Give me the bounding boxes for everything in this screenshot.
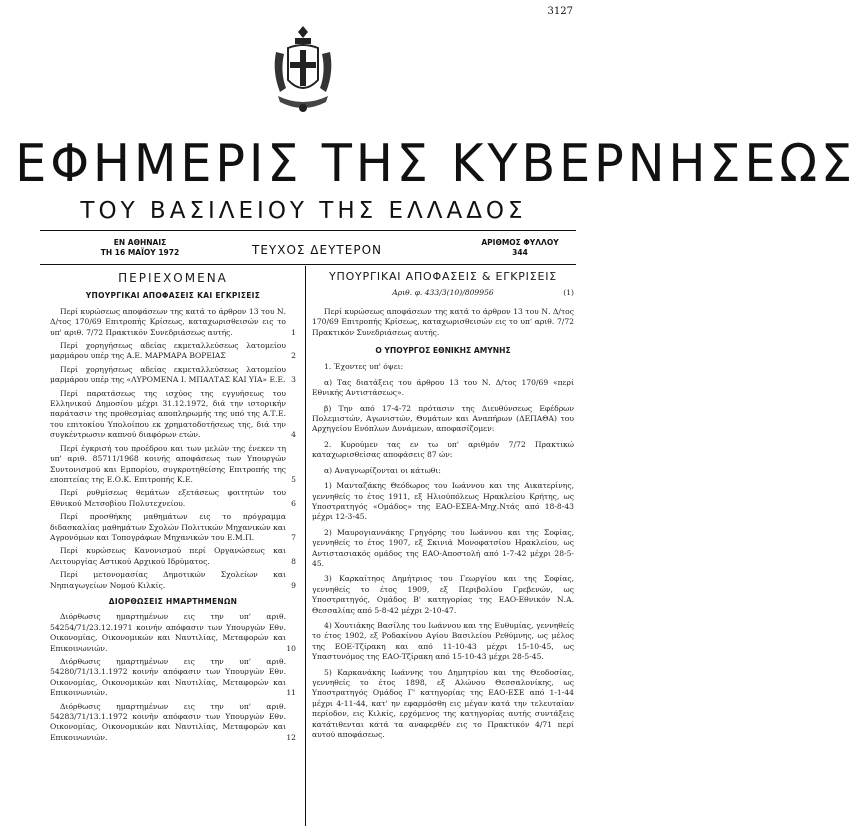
decision-paragraph: β) Την από 17-4-72 πρότασιν της Διευθύνσεως Εφέδρων Πολεμιστών, Αγωνιστών, Θυμάτων και Αναπήρων (ΔΕΠΑΘΑ) του Αρχηγείου Ενόπλων Δυνάμεων, αποφασίζομεν: [312, 403, 574, 434]
issue-date-block [70, 238, 210, 258]
issue-date: ΤΗ 16 ΜΑΪΟΥ 1972 [100, 248, 180, 257]
royal-coat-of-arms-icon [270, 22, 336, 118]
contents-section-decisions: ΥΠΟΥΡΓΙΚΑΙ ΑΠΟΦΑΣΕΙΣ ΚΑΙ ΕΓΚΡΙΣΕΙΣ [85, 291, 261, 301]
body-heading: ΥΠΟΥΡΓΙΚΑΙ ΑΠΟΦΑΣΕΙΣ & ΕΓΚΡΙΣΕΙΣ [328, 270, 558, 283]
sheet-label: ΑΡΙΘΜΟΣ ΦΥΛΛΟΥ [481, 238, 559, 247]
correction-entry: Διόρθωσις ημαρτημένων εις την υπ' αριθ. 54283/71/13.1.1972 κοινήν απόφασιν των Υπουργών Εθν. Οικονομίας, Οικονομικών και Ναυτιλίας, Μεταφορών και Επικοινωνιών. 12 [50, 701, 296, 742]
top-rule [40, 230, 576, 231]
decision-paragraph: 4) Χουτιάκης Βασίλης του Ιωάννου και της Ευθυμίας, γεννηθείς το έτος 1902, εξ Ροδακίνου Αγίου Βασιλείου Ρεθύμνης, ως μέλος της ΕΟΕ-Τζίρακη και από 11-10-43 μέχρι 15-10-45, ως Υπαστυνόμος της ΕΑΟ-Τζίρακη από 15-10-43 μέχρι 28-5-45. [312, 620, 574, 662]
contents-entry: Περί κυρώσεως Κανονισμού περί Οργανώσεως και Λειτουργίας Αστικού Αρχικού Ιδρύματος. 8 [50, 546, 296, 566]
gazette-title: ΕΦΗΜΕΡΙΣ ΤΗΣ ΚΥΒΕΡΝΗΣΕΩΣ [15, 134, 856, 194]
column-divider [305, 266, 306, 826]
issue-series: ΤΕΥΧΟΣ ΔΕΥΤΕΡΟΝ [252, 243, 382, 257]
contents-entry: Περί έγκρισή του προέδρου και των μελών της ένεκεν τη υπ' αριθ. 85711/1968 κοινής αποφάσεως των Υπουργών Συντονισμού και Εμπορίου, συγκροτηθείσης Επιτροπής της εποπτείας της Ε.Ο.Κ. Επιτροπής Κ.Ε. 5 [50, 443, 296, 484]
correction-entry: Διόρθωσις ημαρτημένων εις την υπ' αριθ. 54280/71/13.1.1972 κοινήν απόφασιν των Υπουργών Εθν. Οικονομίας, Οικονομικών και Ναυτιλίας, Μεταφορών και Επικοινωνιών. 11 [50, 657, 296, 698]
decision-paragraph: α) Αναγνωρίζονται οι κάτωθι: [324, 465, 441, 475]
decision-paragraph: 5) Καρκανάκης Ιωάννης του Δημητρίου και της Θεοδοσίας, γεννηθείς το έτος 1898, εξ Αλώνου Θεσσαλονίκης, ως Υποστρατηγός Ομάδος Γ' κατηγορίας της ΕΑΟ-ΕΣΕ από 1-1-44 μέχρι 4-11-44, κατ' ην εφαρμόσθη εις μέγαν κατά την τελευταίαν περίοδον, εις Κιλκίς, ερχόμενος της κατηγορίας αυτής συντάξεις κατάτιθενται κατά τα αναφερθέν εις το Πρακτικόν 4/71 περί αυτού αποφάσεως. [312, 667, 574, 740]
decision-paragraph: α) Τας διατάξεις του άρθρου 13 του Ν. Δ/τος 170/69 «περί Εθνικής Αντιστάσεως». [312, 377, 574, 398]
decision-number: Αριθ. φ. 433/3(10)/809956 (1) [392, 288, 574, 298]
decision-paragraph: 2) Μαυρογιαννάκης Γρηγόρης του Ιωάννου και της Σοφίας, γεννηθείς το έτος 1907, εξ Σκινιά Μονοφατσίου Ηρακλείου, ως Αντιστασιακός ομάδος της ΕΑΟ-Αποστολή από 1-7-42 μέχρι 28-5-45. [312, 527, 574, 568]
sheet-number: 344 [512, 248, 528, 257]
corrections-entries [50, 612, 296, 743]
contents-entry: Περί προσθήκης μαθημάτων εις το πρόγραμμα διδασκαλίας μαθημάτων Σχολών Πολιτικών Μηχανικών και Αγρονόμων και Τοπογράφων Μηχανικών του Ε.Μ.Π. 7 [50, 512, 296, 542]
decision-paragraph: 3) Καρκαίτηος Δημήτριος του Γεωργίου και της Σοφίας, γεννηθείς το έτος 1909, εξ Περιβολίου Γρεβενών, ως Υποστρατηγός, Ομάδος Β' κατηγορίας της ΕΑΟ-Εθνικόν Ν.Α. Θεσσαλίας από 5-8-42 μέχρι 2-10-47. [312, 574, 574, 615]
contents-entry: Περί χορηγήσεως αδείας εκμεταλλεύσεως λατομείου μαρμάρου υπέρ της Α.Ε. ΜΑΡΜΑΡΑ ΒΟΡΕΙΑΣ 2 [50, 341, 296, 361]
contents-heading: ΠΕΡΙΕΧΟΜΕΝΑ [118, 271, 228, 285]
contents-entries [50, 307, 296, 591]
contents-entry: Περί χορηγήσεως αδείας εκμεταλλεύσεως λατομείου μαρμάρου υπέρ της «ΛΥΡΟΜΕΝΑ Ι. ΜΠΑΛΤΑΣ ΚΑΙ ΥΙΑ» Ε.Ε. 3 [50, 364, 296, 385]
decision-intro: Περί κυρώσεως αποφάσεων της κατά το άρθρον 13 του Ν. Δ/τος 170/69 Επιτροπής Κρίσεως, καταχωρισθεισών εις το υπ' αριθ. 7/72 Πρακτικόν Συνεδριάσεως αυτής. [312, 306, 574, 337]
contents-entry: Περί παρατάσεως της ισχύος της εγγυήσεως του Ελληνικού Δημοσίου μέχρι 31.12.1972, διά την ιστορικήν παράτασιν της προθεσμίας αποπληρωμής της υπό της Α.Τ.Ε. του επιτοκίου Υπολοίπου εκ χρηματοδοτήσεως της, διά την συγκέντρωσιν καπνού διαφόρων ετών. 4 [50, 388, 296, 440]
page-number: 3127 [547, 6, 573, 17]
body-column [312, 270, 574, 745]
header-bottom-rule [40, 264, 576, 265]
issue-place: ΕΝ ΑΘΗΝΑΙΣ [113, 238, 167, 247]
decision-paragraph: 1. Έχοντες υπ' όψει: [324, 362, 404, 372]
contents-entry: Περί μετονομασίας Δημοτικών Σχολείων και Νηπιαγωγείων Νομού Κιλκίς. 9 [50, 570, 296, 590]
decision-paragraph: 1) Μανταζάκης Θεόδωρος του Ιωάννου και της Αικατερίνης, γεννηθείς το έτος 1911, εξ Ηλιούπόλεως Ηρακλείου Κρήτης, ως Υποστρατηγός «Ομάδος» της ΕΑΟ-ΕΣΕΑ-Μηχ.Ντάς από 18-8-43 μέχρι 12-3-45. [312, 481, 574, 522]
contents-entry: Περί κυρώσεως αποφάσεων της κατά το άρθρον 13 του Ν. Δ/τος 170/69 Επιτροπής Κρίσεως, καταχωρισθεισών εις το υπ' αριθ. 7/72 Πρακτικόν Συνεδριάσεως αυτής. 1 [50, 306, 296, 337]
decision-paragraph: 2. Κυρούμεν τας εν τω υπ' αριθμόν 7/72 Πρακτικώ καταχωρισθείσας αποφάσεις 87 ών: [312, 439, 574, 460]
contents-section-corrections: ΔΙΟΡΘΩΣΕΙΣ ΗΜΑΡΤΗΜΕΝΩΝ [108, 596, 238, 606]
sheet-number-block [470, 238, 570, 258]
decision-marker: (1) [563, 288, 574, 298]
correction-entry: Διόρθωσις ημαρτημένων εις την υπ' αριθ. 54254/71/23.12.1971 κοινήν απόφασιν των Υπουργών Εθν. Οικονομίας, Οικονομικών και Ναυτιλίας, Μεταφορών και Επικοινωνιών. 10 [50, 612, 296, 653]
contents-column [50, 270, 296, 746]
contents-entry: Περί ρυθμίσεως θεμάτων εξετάσεως φοιτητών του Εθνικού Μετσοβίου Πολυτεχνείου. 6 [50, 488, 296, 508]
decision-authority: Ο ΥΠΟΥΡΓΟΣ ΕΘΝΙΚΗΣ ΑΜΥΝΗΣ [375, 346, 511, 356]
gazette-subtitle: ΤΟΥ ΒΑΣΙΛΕΙΟΥ ΤΗΣ ΕΛΛΑΔΟΣ [80, 198, 527, 224]
